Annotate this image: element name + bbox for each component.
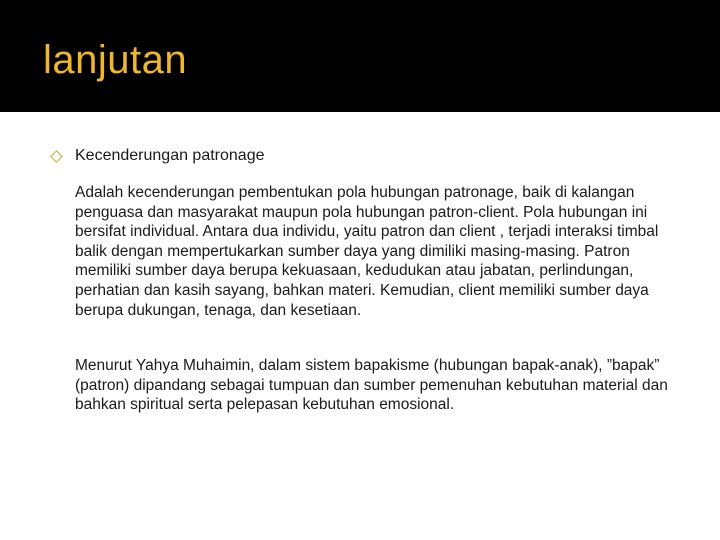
paragraph-definition: Adalah kecenderungan pembentukan pola hubungan patronage, baik di kalangan penguasa dan masyarakat maupun pola hubungan patron-client. Pola hubungan ini bersifat individual. Antara dua individu, yaitu patron dan client , terjadi interaksi timbal balik dengan mempertukarkan sumber daya yang dimiliki masing-masing. Patron memiliki sumber daya berupa kekuasaan, kedudukan atau jabatan, perlindungan, perhatian dan kasih sayang, bahkan materi. Kemudian, client memiliki sumber daya berupa dukungan, tenaga, dan kesetiaan. <box>75 184 659 319</box>
slide-title: lanjutan <box>43 38 188 82</box>
diamond-outline-bullet-icon <box>50 150 63 163</box>
paragraph-quote: Menurut Yahya Muhaimin, dalam sistem bapakisme (hubungan bapak-anak), ”bapak” (patron) dipandang sebagai tumpuan dan sumber pemenuhan kebutuhan material dan bahkan spiritual serta pelepasan kebutuhan emosional. <box>75 357 668 414</box>
bullet-heading: Kecenderungan patronage <box>75 147 265 164</box>
